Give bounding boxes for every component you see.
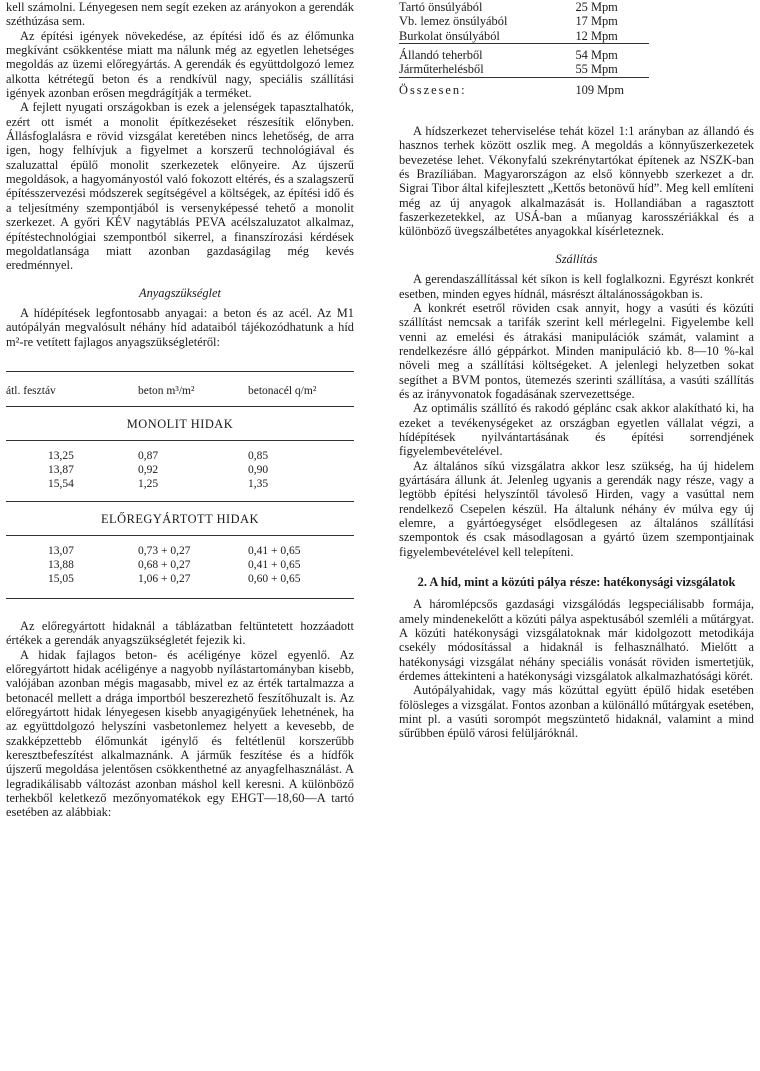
load-label: Állandó teherből xyxy=(399,48,483,63)
total-label: Összesen: xyxy=(399,82,467,97)
table-section-row xyxy=(6,501,354,535)
table-row xyxy=(6,477,354,502)
table-cell: 1,06 + 0,27 xyxy=(138,572,248,599)
table-total-row xyxy=(399,77,649,97)
load-moment-table xyxy=(399,0,649,97)
section-heading-szallitas: Szállítás xyxy=(555,251,598,266)
load-label: Burkolat önsúlyából xyxy=(399,29,539,44)
table-header-cell: betonacél q/m² xyxy=(248,371,354,406)
paragraph: Autópályahidak, vagy más közúttal együtt épülő hidak esetében fölösleges a vizsgálat. Fontos azonban a különálló műtárgyak esetében, mint pl. a vasúti sorompót megszüntető hidaknál, valamint a mind sűrűbben épülő városi felüljáróknál. xyxy=(399,683,754,741)
table-header-cell: beton m³/m² xyxy=(138,371,248,406)
table-row xyxy=(6,572,354,599)
table-cell: 13,88 xyxy=(48,558,74,571)
load-label: Járműterhelésből xyxy=(399,62,539,77)
table-row xyxy=(6,558,354,572)
table-cell: 0,92 xyxy=(138,463,159,476)
table-section-label: ELŐREGYÁRTOTT HIDAK xyxy=(6,501,354,535)
table-cell: 1,35 xyxy=(248,477,269,490)
table-row xyxy=(399,0,649,14)
paragraph: A hídszerkezet teherviselése tehát közel 1:1 arányban az állandó és hasznos terhek között oszlik meg. A megoldás a könnyűszerkezetek bevezetése lehet. Vékonyfalú szekrénytartókat építenek az NSZK-ban és Brazíliában. Magyarországon az első könnyebb szerkezet a dr. Sigrai Tibor által kifejlesztett „Kettős betonövű híd”. Meg kell említeni még az új anyagok alkalmazását is. Hollandiában a ragasztott faszerkezetekkel, az USÁ-ban a műanyag karosszériákkal és a különböző üvegszálbetétes anyagokkal kísérleteznek. xyxy=(399,124,754,239)
paragraph: Az előregyártott hidaknál a táblázatban feltüntetett hozzáadott értékek a gerendák anyagszükségletét fejezik ki. xyxy=(6,618,354,648)
load-value: 55 Mpm xyxy=(539,62,649,77)
table-header-row xyxy=(6,371,354,406)
table-header-cell: átl. fesztáv xyxy=(6,371,138,406)
table-cell: 0,41 + 0,65 xyxy=(248,558,301,571)
table-cell: 0,73 + 0,27 xyxy=(138,544,191,557)
table-cell: 13,07 xyxy=(48,544,74,557)
table-cell: 13,87 xyxy=(48,463,74,476)
table-section-row xyxy=(6,406,354,440)
paragraph: Az építési igények növekedése, az építési idő és az élőmunka megkívánt csökkentése miatt ma nálunk még az egyetlen lehetséges megoldás az üzemi előregyártás. A gerendák és együttdolgozó lemez alkotta kétrétegű beton és a rendkívül nagy, speciális szállítási igények azonban erősen megdrágítják a terméket. xyxy=(6,28,354,101)
table-row xyxy=(399,62,649,77)
section-heading-hatekonysag: 2. A híd, mint a közúti pálya része: hatékonysági vizsgálatok xyxy=(417,575,736,590)
table-row xyxy=(6,535,354,558)
table-cell: 1,25 xyxy=(138,477,159,490)
load-label: Vb. lemez önsúlyából xyxy=(399,14,508,29)
table-cell: 0,90 xyxy=(248,463,269,476)
table-cell: 0,68 + 0,27 xyxy=(138,558,191,571)
paragraph: Az optimális szállító és rakodó géplánc csak akkor alakítható ki, ha ezeket a tevékenységeket az országban egyetlen vállalat végzi, a hídépítések nyilvántartásának és építési sorrendjének figyelembevételével. xyxy=(399,401,754,459)
table-cell: 13,25 xyxy=(48,449,74,462)
paragraph: A fejlett nyugati országokban is ezek a jelenségek tapasztalhatók, ezért ott ismét a monolit építkezéseket részesítik előnyben. Állásfoglalásra e rövid vizsgálat keretében nincs lehetőség, de arra igen, hogy felhívjuk a figyelmet a korszerű technológiával és szaluzattal épülő monolit szerkezetek előnyeire. Az újszerű megoldások, a hagyományostól való fokozott eltérés, és a szalagszerű építésszervezési módszerek segítségével a költségek, az építési idő és a teljesítmény szempontjából is versenyképessé tehető a monolit szerkezet. A győri KÉV nagytáblás PEVA acélszaluzatot alkalmaz, építéstechnológiai szempontból sikerrel, a finanszírozási kérdések megoldatlansága miatt azonban gazdaságilag még kevés eredménnyel. xyxy=(6,100,354,273)
section-heading-anyagszukseglet: Anyagszükséglet xyxy=(139,285,221,300)
load-value: 17 Mpm xyxy=(575,14,618,29)
table-cell: 0,85 xyxy=(248,449,269,462)
table-cell: 0,87 xyxy=(138,449,159,462)
paragraph: A gerendaszállítással két síkon is kell foglalkozni. Egyrészt konkrét esetben, minden egyes hídnál, másrészt általánosságokban is. xyxy=(399,272,754,301)
load-value: 12 Mpm xyxy=(539,29,649,44)
table-row xyxy=(399,44,649,63)
paragraph: A konkrét esetről röviden csak annyit, hogy a vasúti és közúti szállítást nemcsak a tarifák szerint kell mérlegelni. Figyelembe kell venni az emelési és átrakási manipulációk számát, valamint a rendelkezésre álló géppárkot. Minden manipuláció kb. 8—10 %-kal növeli meg a szállítási költségeket. A jelenlegi helyzetben sokat segíthet a BVM pontos, ütemezés szerinti szállítása, a vasúti szállítás és az irányvonatok fogadásának szervezettsége. xyxy=(399,300,754,401)
table-row xyxy=(6,440,354,463)
load-label: Tartó önsúlyából xyxy=(399,0,483,14)
paragraph: A hídépítések legfontosabb anyagai: a beton és az acél. Az M1 autópályán megvalósult néhány híd adataiból tájékozódhatunk a híd m²-re vetített fajlagos anyagszükségletéről: xyxy=(6,305,354,349)
left-column xyxy=(6,0,354,820)
load-value: 54 Mpm xyxy=(575,48,618,63)
table-cell: 15,54 xyxy=(48,477,74,490)
table-cell: 15,05 xyxy=(6,572,138,599)
total-value: 109 Mpm xyxy=(575,82,624,97)
load-value: 25 Mpm xyxy=(575,0,618,14)
table-row xyxy=(399,14,649,28)
paragraph: kell számolni. Lényegesen nem segít ezeken az arányokon a gerendák széthúzása sem. xyxy=(6,0,354,29)
material-table xyxy=(6,371,354,599)
paragraph: A hidak fajlagos beton- és acéligénye közel egyenlő. Az előregyártott hidak acéligénye a nagyobb nyílástartományban kisebb, valójában azonban mégis magasabb, mivel ez az érték tartalmazza a betonacél mellett a drága importból beszerezhető feszítőhuzalt is. Az előregyártott hidak lényegesen kisebb anyagigényűek lehetnének, ha az együttdolgozó helyszíni vasbetonlemez helyett a kevesebb, de szakképzettebb élőmunkát igénylő és feltétlenül korszerűbb keresztbefeszítést alkalmaznánk. A járműk feszítése és a hídfők újszerű megoldása jelentősen csökkenthetné az anyagfelhasználást. A legradikálisabb változást azonban máshol kell keresni. A különböző terhekből keletkező mezőnyomatékok egy EHGT—18,60—A tartó esetében az alábbiak: xyxy=(6,647,354,820)
table-cell: 0,41 + 0,65 xyxy=(248,544,301,557)
table-section-label: MONOLIT HIDAK xyxy=(6,406,354,440)
table-row xyxy=(399,29,649,44)
right-column xyxy=(399,0,754,741)
table-cell: 0,60 + 0,65 xyxy=(248,572,354,599)
paragraph: A háromlépcsős gazdasági vizsgálódás legspeciálisabb formája, amely mindenekelőtt a közúti pálya aspektusából szemléli a műtárgyat. A közúti hatékonysági vizsgálatoknak már kidolgozott metodikája csekély módosítással a hidaknál is felhasználható. Mielőtt a hatékonysági vizsgálat néhány speciális vonását röviden ismertetjük, érdemes áttekinteni a hatékonysági vizsgálatok alkalmazhatósági körét. xyxy=(399,597,754,684)
table-row xyxy=(6,463,354,477)
paragraph: Az általános síkú vizsgálatra akkor lesz szükség, ha új hidelem gyártására állunk át. Jelenleg ugyanis a gerendák nagy része, vagy a legtöbb építési helyszíntől távoleső Hirden, vagy a vasúttal nem rendelkező Csepelen készül. Ha általunk néhány év múlva egy új elemre, a gyártóegységet elsődlegesen az általános szállítási szempontok és csak másodlagosan a gyártó üzem szempontjainak figyelembevételével kell telepíteni. xyxy=(399,458,754,559)
